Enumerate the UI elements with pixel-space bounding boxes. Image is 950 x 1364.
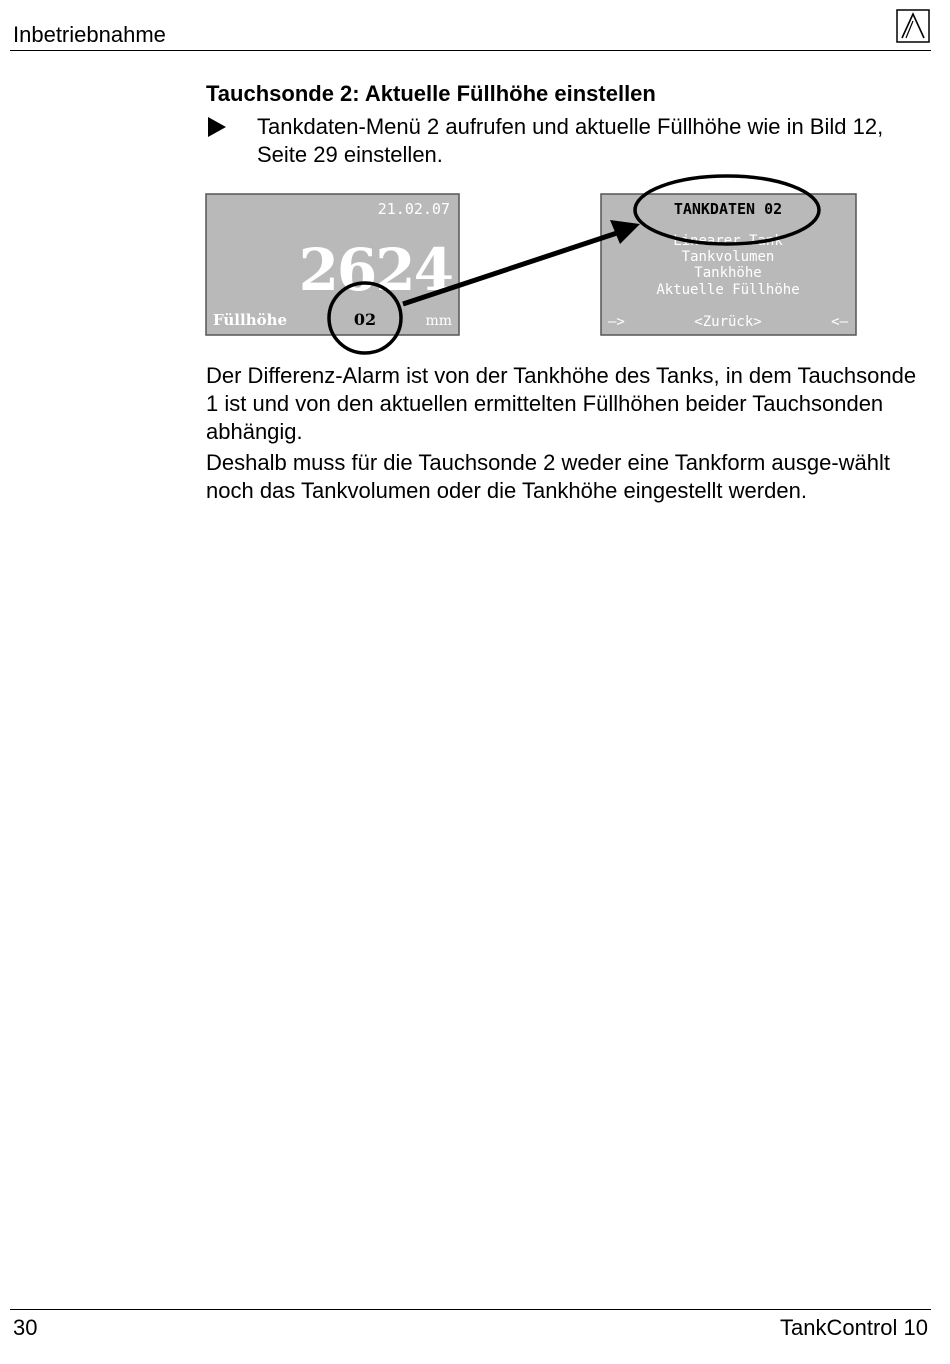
running-header-title: Inbetriebnahme bbox=[13, 22, 166, 47]
lcd-fill-value: 2624 bbox=[298, 236, 452, 304]
paragraph-differenz-alarm: Der Differenz-Alarm ist von der Tankhöhe des Tanks, in dem Tauchsonde 1 ist und von den aktuellen ermittelten Füllhöhen beider Tauchsonden abhängig. bbox=[206, 363, 917, 444]
lcd-unit: mm bbox=[425, 313, 452, 329]
header-divider bbox=[10, 50, 931, 51]
footer-divider bbox=[10, 1309, 931, 1310]
lcd-fill-label: Füllhöhe bbox=[213, 311, 288, 329]
lcd-probe-number: 02 bbox=[353, 310, 377, 329]
lcd-nav-back: <Zurück> bbox=[694, 314, 762, 330]
display-figure bbox=[200, 170, 870, 360]
instruction-text: Tankdaten-Menü 2 aufrufen und aktuelle Füllhöhe wie in Bild 12, Seite 29 einstellen. bbox=[257, 114, 884, 167]
lcd-menu-title: TANKDATEN 02 bbox=[673, 200, 783, 218]
lcd-menu-item: Aktuelle Füllhöhe bbox=[656, 282, 800, 298]
lcd-menu-item: Linearer Tank bbox=[673, 233, 783, 249]
product-name: TankControl 10 bbox=[780, 1315, 928, 1340]
triangle-right-bullet-icon bbox=[207, 117, 227, 137]
brand-logo-icon bbox=[896, 9, 930, 43]
lcd-nav-backward: <— bbox=[831, 314, 848, 330]
lcd-date: 21.02.07 bbox=[377, 200, 450, 218]
page-number: 30 bbox=[13, 1315, 38, 1340]
section-heading: Tauchsonde 2: Aktuelle Füllhöhe einstellen bbox=[206, 81, 656, 106]
lcd-menu-item: Tankhöhe bbox=[694, 265, 762, 281]
left-lcd-display bbox=[206, 194, 459, 335]
lcd-menu-item: Tankvolumen bbox=[681, 249, 775, 265]
paragraph-tauchsonde-2: Deshalb muss für die Tauchsonde 2 weder eine Tankform ausge-wählt noch das Tankvolumen oder die Tankhöhe eingestellt werden. bbox=[206, 450, 891, 503]
lcd-nav-forward: —> bbox=[608, 314, 625, 330]
